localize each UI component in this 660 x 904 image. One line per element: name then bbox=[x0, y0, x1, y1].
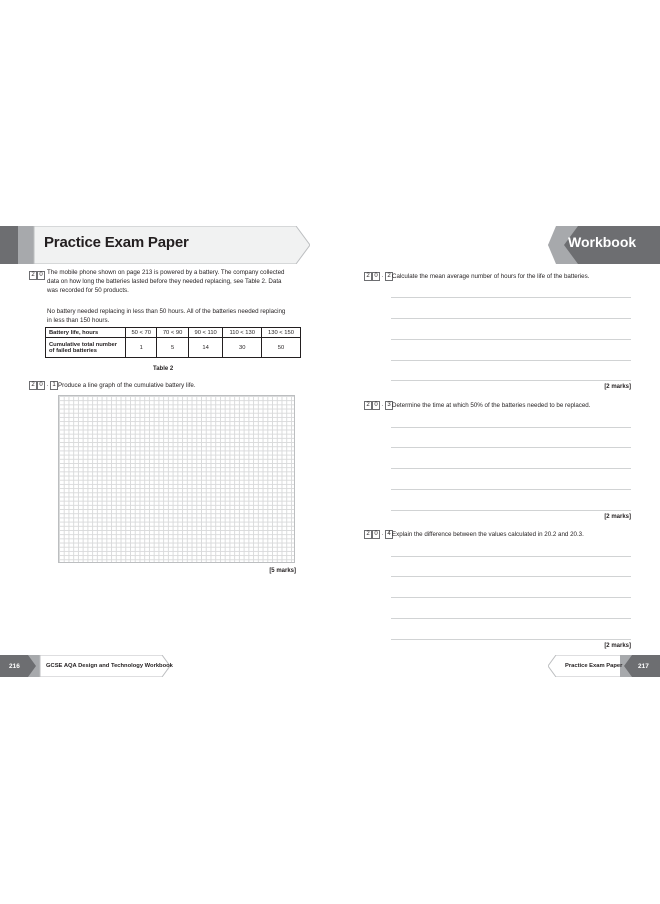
table-cell: 70 < 90 bbox=[157, 328, 188, 338]
answer-line[interactable] bbox=[391, 489, 631, 490]
text-line: data on how long the batteries lasted before they needed replacing, see Table 2. Data bbox=[47, 278, 282, 286]
question-intro bbox=[47, 268, 284, 296]
question-digit: 0 bbox=[37, 381, 45, 390]
question-digit: 2 bbox=[29, 381, 37, 390]
question-digit: 0 bbox=[372, 272, 380, 281]
page-title: Practice Exam Paper bbox=[44, 234, 189, 251]
answer-line[interactable] bbox=[391, 380, 631, 381]
question-digit: 2 bbox=[364, 272, 372, 281]
question-digit: 0 bbox=[37, 271, 45, 280]
table-cell: 30 bbox=[223, 338, 262, 358]
question-text: Produce a line graph of the cumulative battery life. bbox=[58, 382, 196, 389]
answer-line[interactable] bbox=[391, 447, 631, 448]
answer-line[interactable] bbox=[391, 597, 631, 598]
table-caption: Table 2 bbox=[153, 366, 174, 372]
table-row-header: Battery life, hours bbox=[46, 328, 126, 338]
footer-title-right: Practice Exam Paper bbox=[565, 663, 623, 669]
table-cell: 1 bbox=[126, 338, 157, 358]
question-note bbox=[47, 307, 285, 325]
footer-title-left: GCSE AQA Design and Technology Workbook bbox=[46, 663, 173, 669]
answer-line[interactable] bbox=[391, 510, 631, 511]
dot-separator: · bbox=[381, 531, 384, 538]
question-digit: 2 bbox=[364, 530, 372, 539]
table-cell: 50 bbox=[261, 338, 300, 358]
table-cell: 110 < 130 bbox=[223, 328, 262, 338]
battery-data-table bbox=[45, 327, 301, 358]
answer-line[interactable] bbox=[391, 360, 631, 361]
answer-line[interactable] bbox=[391, 576, 631, 577]
answer-line[interactable] bbox=[391, 618, 631, 619]
table-row bbox=[46, 338, 301, 358]
table-cell: 14 bbox=[188, 338, 223, 358]
answer-line[interactable] bbox=[391, 468, 631, 469]
answer-line[interactable] bbox=[391, 427, 631, 428]
question-digit: 4 bbox=[385, 530, 393, 539]
dot-separator: · bbox=[381, 402, 384, 409]
question-digit: 2 bbox=[29, 271, 37, 280]
question-text: Determine the time at which 50% of the batteries needed to be replaced. bbox=[392, 402, 591, 409]
text-line: The mobile phone shown on page 213 is powered by a battery. The company collected bbox=[47, 269, 285, 276]
marks-label: [2 marks] bbox=[604, 384, 631, 390]
question-number-20-1 bbox=[29, 381, 58, 390]
answer-line[interactable] bbox=[391, 556, 631, 557]
question-number-20-4 bbox=[364, 530, 393, 539]
text-line: No battery needed replacing in less than 50 hours. All of the batteries needed replacing bbox=[47, 308, 286, 315]
question-digit: 2 bbox=[364, 401, 372, 410]
question-number-20-2 bbox=[364, 272, 393, 281]
question-digit: 0 bbox=[372, 530, 380, 539]
answer-line[interactable] bbox=[391, 318, 631, 319]
question-text: Explain the difference between the values calculated in 20.2 and 20.3. bbox=[392, 531, 584, 538]
table-row bbox=[46, 328, 301, 338]
text-line: was recorded for 50 products. bbox=[47, 287, 129, 295]
question-text: Calculate the mean average number of hours for the life of the batteries. bbox=[392, 273, 590, 280]
answer-line[interactable] bbox=[391, 339, 631, 340]
question-digit: 2 bbox=[385, 272, 393, 281]
table-cell: 90 < 110 bbox=[188, 328, 223, 338]
graph-paper[interactable] bbox=[58, 395, 295, 563]
question-digit: 1 bbox=[50, 381, 58, 390]
table-cell: 50 < 70 bbox=[126, 328, 157, 338]
question-number-20 bbox=[29, 271, 45, 280]
workbook-label: Workbook bbox=[568, 234, 637, 250]
answer-line[interactable] bbox=[391, 297, 631, 298]
marks-label: [2 marks] bbox=[604, 643, 631, 649]
page-number-left: 216 bbox=[9, 663, 20, 670]
marks-label: [5 marks] bbox=[269, 568, 296, 574]
dot-separator: · bbox=[381, 273, 384, 280]
table-cell: 130 < 150 bbox=[261, 328, 300, 338]
table-row-header: Cumulative total number of failed batteries bbox=[46, 338, 126, 358]
page-number-right: 217 bbox=[638, 663, 649, 670]
table-cell: 5 bbox=[157, 338, 188, 358]
question-number-20-3 bbox=[364, 401, 393, 410]
dot-separator: · bbox=[46, 382, 49, 389]
question-digit: 3 bbox=[385, 401, 393, 410]
question-digit: 0 bbox=[372, 401, 380, 410]
answer-line[interactable] bbox=[391, 639, 631, 640]
marks-label: [2 marks] bbox=[604, 514, 631, 520]
text-line: in less than 150 hours. bbox=[47, 317, 110, 325]
